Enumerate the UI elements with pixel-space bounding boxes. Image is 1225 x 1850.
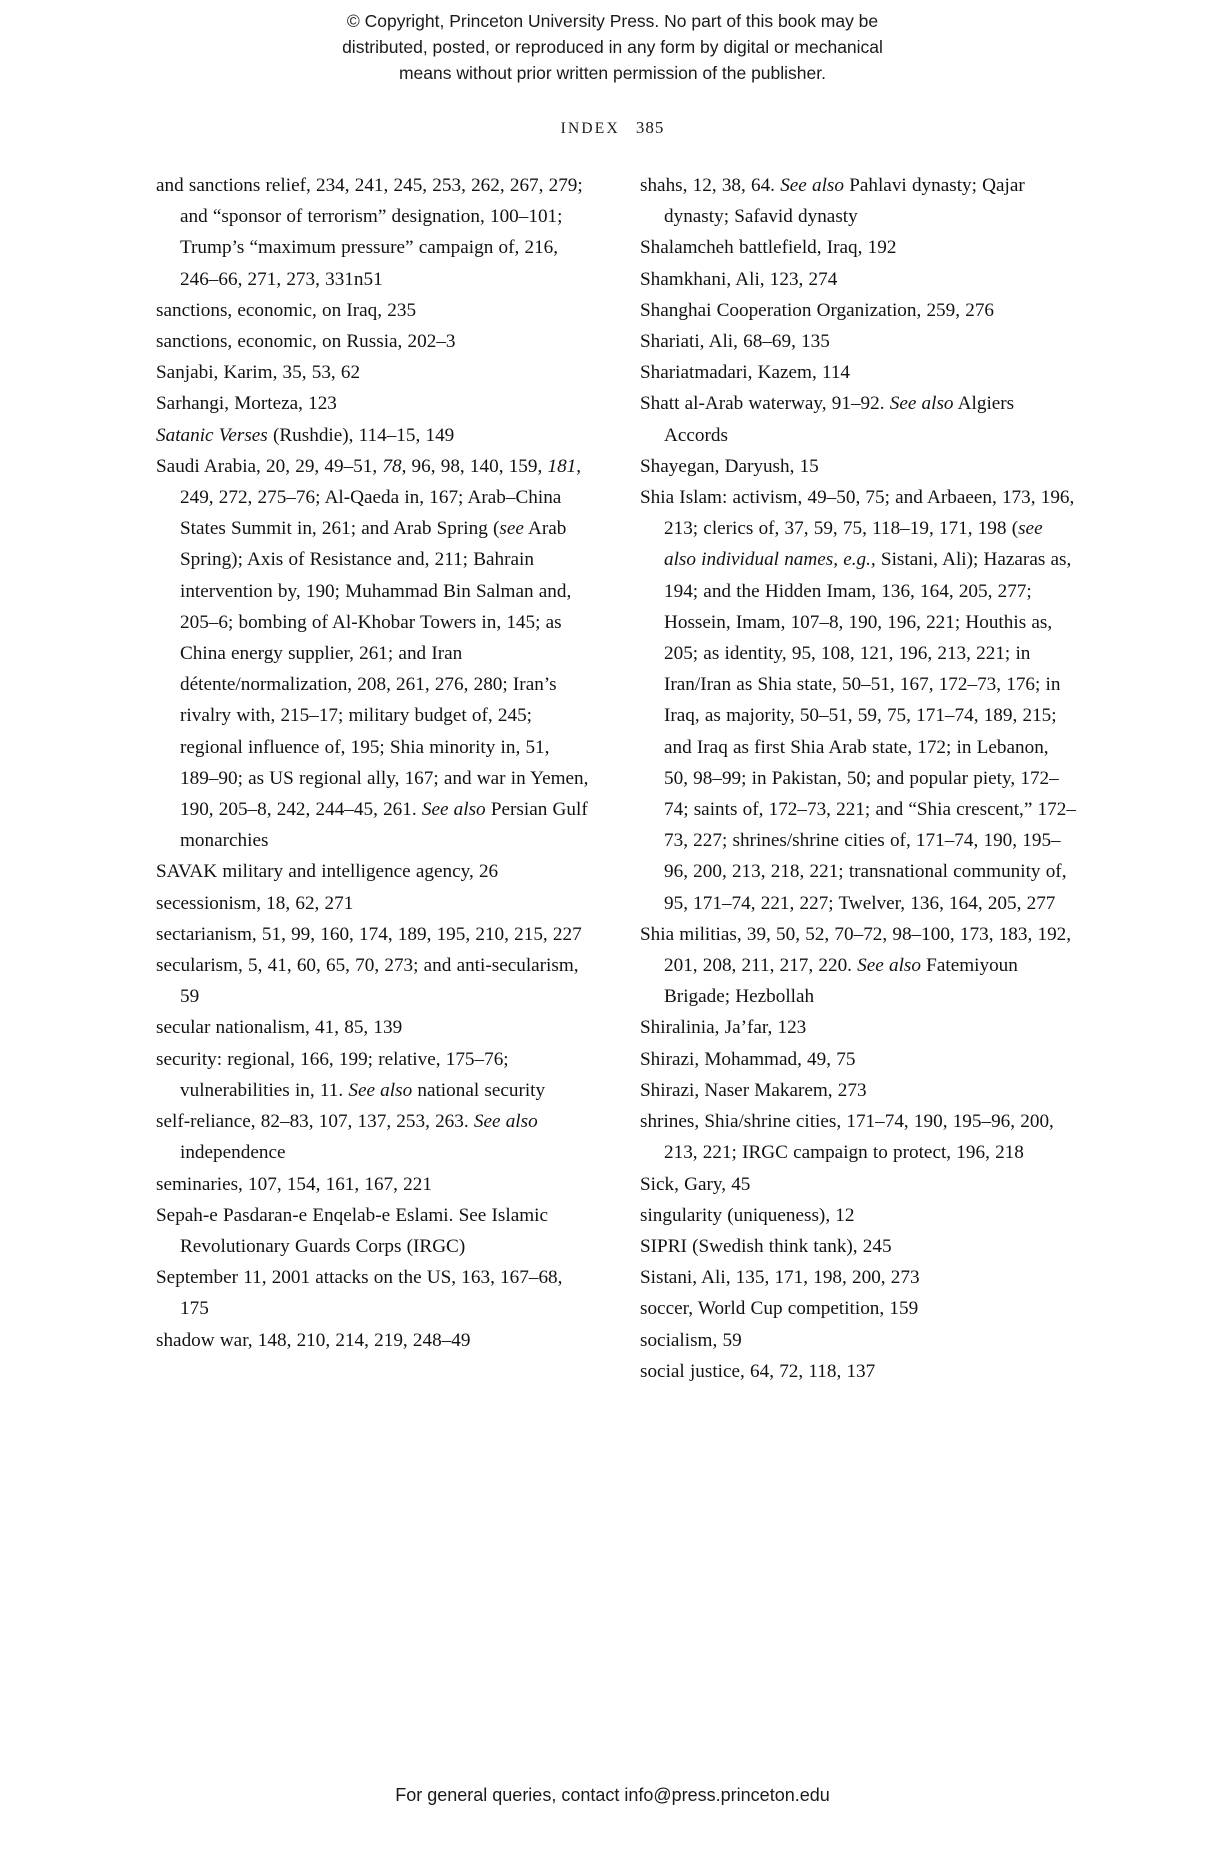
index-entry: Shiralinia, Ja’far, 123 [640, 1017, 807, 1039]
index-entry: Shalamcheh battlefield, Iraq, 192 [640, 237, 897, 259]
running-head-label: INDEX [560, 120, 620, 137]
index-entry: SIPRI (Swedish think tank), 245 [640, 1235, 892, 1257]
index-entry: and sanctions relief, 234, 241, 245, 253, 262, 267, 279; and “sponsor of terrorism” designation, 100–101; Trump’s “maximum pressure” campaign of, 216, 246–66, 271, 273, 331n51 [156, 175, 583, 290]
index-column-right [640, 170, 1076, 1387]
page-number: 385 [635, 118, 665, 137]
page-footer: For general queries, contact info@press.princeton.edu [395, 1785, 830, 1805]
index-columns [156, 170, 1076, 1387]
index-entry: shadow war, 148, 210, 214, 219, 248–49 [156, 1329, 471, 1351]
index-entry: soccer, World Cup competition, 159 [640, 1298, 919, 1320]
index-entry: Shatt al-Arab waterway, 91–92. See also Algiers Accords [640, 393, 1015, 446]
index-entry: secular nationalism, 41, 85, 139 [156, 1017, 403, 1039]
index-entry: sanctions, economic, on Iraq, 235 [156, 299, 417, 321]
index-entry: Sarhangi, Morteza, 123 [156, 393, 337, 415]
index-entry: September 11, 2001 attacks on the US, 163, 167–68, 175 [156, 1267, 563, 1320]
running-head [0, 118, 1225, 138]
index-entry: Sistani, Ali, 135, 171, 198, 200, 273 [640, 1267, 920, 1289]
index-entry: seminaries, 107, 154, 161, 167, 221 [156, 1173, 432, 1195]
index-entry: Saudi Arabia, 20, 29, 49–51, 78, 96, 98, 140, 159, 181, 249, 272, 275–76; Al-Qaeda in, 167; Arab–China States Summit in, 261; and Arab Spring (see Arab Spring); Axis of Resistance and, 211; Bahrain intervention by, 190; Muhammad Bin Salman and, 205–6; bombing of Al-Khobar Towers in, 145; as China energy supplier, 261; and Iran détente/normalization, 208, 261, 276, 280; Iran’s rivalry with, 215–17; military budget of, 245; regional influence of, 195; Shia minority in, 51, 189–90; as US regional ally, 167; and war in Yemen, 190, 205–8, 242, 244–45, 261. See also Persian Gulf monarchies [156, 455, 589, 852]
index-entry: Satanic Verses (Rushdie), 114–15, 149 [156, 424, 455, 446]
index-entry: SAVAK military and intelligence agency, 26 [156, 861, 499, 883]
index-entry: sectarianism, 51, 99, 160, 174, 189, 195, 210, 215, 227 [156, 923, 582, 945]
index-entry: Shamkhani, Ali, 123, 274 [640, 268, 838, 290]
index-entry: secularism, 5, 41, 60, 65, 70, 273; and anti-secularism, 59 [156, 955, 579, 1008]
copyright-notice [0, 8, 1225, 86]
index-entry: social justice, 64, 72, 118, 137 [640, 1360, 876, 1382]
index-entry: Shanghai Cooperation Organization, 259, 276 [640, 299, 995, 321]
copyright-line-2: distributed, posted, or reproduced in any form by digital or mechanical [342, 37, 883, 57]
index-entry: Shia Islam: activism, 49–50, 75; and Arbaeen, 173, 196, 213; clerics of, 37, 59, 75, 118–19, 171, 198 (see also individual names, e.g., Sistani, Ali); Hazaras as, 194; and the Hidden Imam, 136, 164, 205, 277; Hossein, Imam, 107–8, 190, 196, 221; Houthis as, 205; as identity, 95, 108, 121, 196, 213, 221; in Iran/Iran as Shia state, 50–51, 167, 172–73, 176; in Iraq, as majority, 50–51, 59, 75, 171–74, 189, 215; and Iraq as first Shia Arab state, 172; in Lebanon, 50, 98–99; in Pakistan, 50; and popular piety, 172–74; saints of, 172–73, 221; and “Shia crescent,” 172–73, 227; shrines/shrine cities of, 171–74, 190, 195–96, 200, 213, 218, 221; transnational community of, 95, 171–74, 221, 227; Twelver, 136, 164, 205, 277 [640, 487, 1076, 914]
index-entry: Shayegan, Daryush, 15 [640, 455, 819, 477]
index-entry: self-reliance, 82–83, 107, 137, 253, 263. See also independence [156, 1111, 538, 1164]
index-entry: singularity (uniqueness), 12 [640, 1204, 855, 1226]
index-entry: security: regional, 166, 199; relative, 175–76; vulnerabilities in, 11. See also national security [156, 1048, 546, 1101]
index-entry: Sepah-e Pasdaran-e Enqelab-e Eslami. See Islamic Revolutionary Guards Corps (IRGC) [156, 1204, 548, 1257]
index-entry: Sanjabi, Karim, 35, 53, 62 [156, 362, 361, 384]
index-entry: shahs, 12, 38, 64. See also Pahlavi dynasty; Qajar dynasty; Safavid dynasty [640, 175, 1025, 228]
copyright-line-3: means without prior written permission of the publisher. [398, 63, 826, 83]
index-entry: Shariati, Ali, 68–69, 135 [640, 331, 830, 353]
copyright-line-1: © Copyright, Princeton University Press. No part of this book may be [346, 11, 879, 31]
index-entry: shrines, Shia/shrine cities, 171–74, 190, 195–96, 200, 213, 221; IRGC campaign to protect, 196, 218 [640, 1111, 1054, 1164]
index-column-left [156, 170, 592, 1387]
index-entry: socialism, 59 [640, 1329, 742, 1351]
index-entry: sanctions, economic, on Russia, 202–3 [156, 331, 456, 353]
index-entry: Shia militias, 39, 50, 52, 70–72, 98–100, 173, 183, 192, 201, 208, 211, 217, 220. See also Fatemiyoun Brigade; Hezbollah [640, 923, 1072, 1008]
index-entry: Shirazi, Naser Makarem, 273 [640, 1079, 867, 1101]
index-entry: secessionism, 18, 62, 271 [156, 892, 354, 914]
index-entry: Shirazi, Mohammad, 49, 75 [640, 1048, 856, 1070]
index-entry: Sick, Gary, 45 [640, 1173, 751, 1195]
index-entry: Shariatmadari, Kazem, 114 [640, 362, 851, 384]
